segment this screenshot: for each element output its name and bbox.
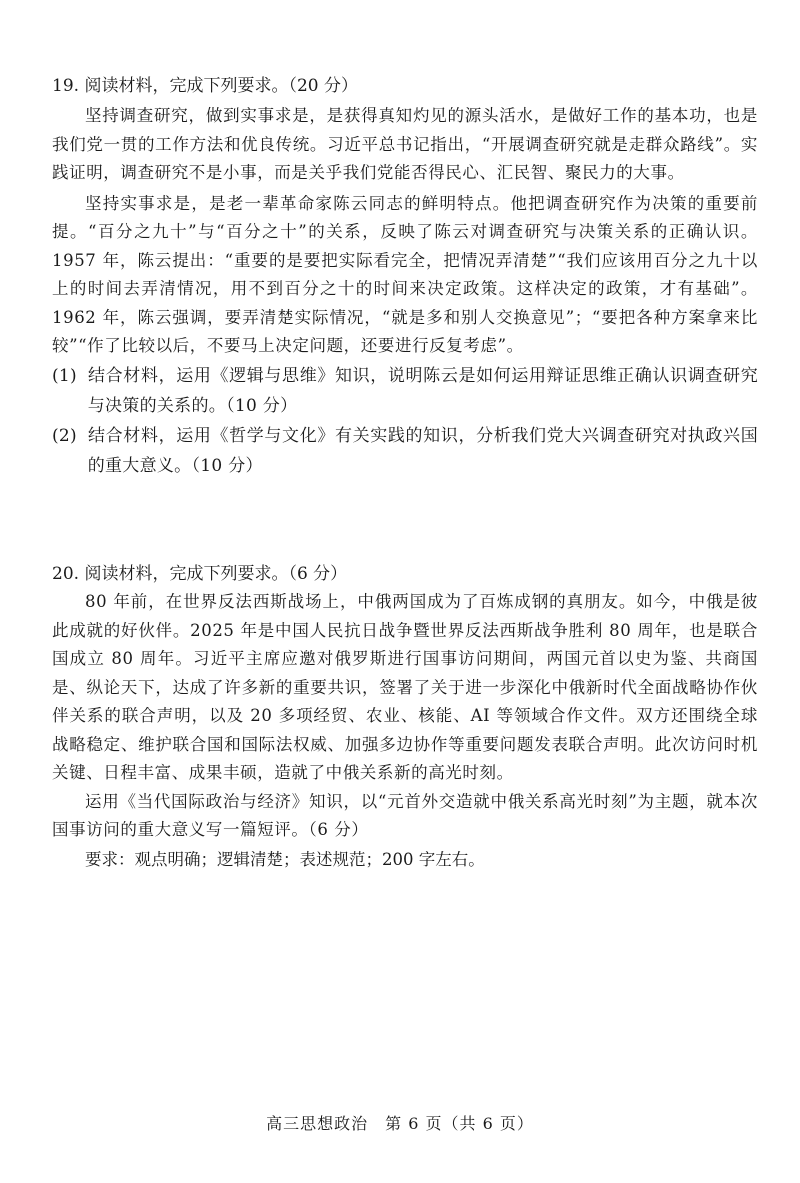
- subquestion-2-number: (2): [52, 425, 77, 446]
- question-19-subquestion-2: [52, 421, 758, 481]
- subquestion-2-text: 结合材料，运用《哲学与文化》有关实践的知识，分析我们党大兴调查研究对执政兴国的重大意义。（10 分）: [87, 425, 758, 476]
- question-19-material-paragraph-2: 坚持实事求是，是老一辈革命家陈云同志的鲜明特点。他把调查研究作为决策的重要前提。“百分之九十”与“百分之十”的关系，反映了陈云对调查研究与决策关系的正确认识。1957 年，陈云提出：“重要的是要把实际看完全，把情况弄清楚”“我们应该用百分之九十以上的时间去弄清情况，用不到百分之十的时间来决定政策。这样决定的政策，才有基础”。1962 年，陈云强调，要弄清楚实际情况，“就是多和别人交换意见”；“要把各种方案拿来比较”“作了比较以后，不要马上决定问题，还要进行反复考虑”。: [52, 193, 758, 355]
- question-20-material-paragraph: 80 年前，在世界反法西斯战场上，中俄两国成为了百炼成钢的真朋友。如今，中俄是彼此成就的好伙伴。2025 年是中国人民抗日战争暨世界反法西斯战争胜利 80 周年，也是联合国成立 80 周年。习近平主席应邀对俄罗斯进行国事访问期间，两国元首以史为鉴、共商国是、纵论天下，达成了许多新的重要共识，签署了关于进一步深化中俄新时代全面战略协作伙伴关系的联合声明，以及 20 多项经贸、农业、核能、AI 等领域合作文件。双方还围绕全球战略稳定、维护联合国和国际法权威、加强多边协作等重要问题发表联合声明。此次访问时机关键、日程丰富、成果丰硕，造就了中俄关系新的高光时刻。: [52, 592, 758, 782]
- question-20-heading: 20. 阅读材料，完成下列要求。（6 分）: [52, 564, 348, 584]
- subquestion-1-text: 结合材料，运用《逻辑与思维》知识，说明陈云是如何运用辩证思维正确认识调查研究与决策的关系的。（10 分）: [87, 365, 758, 416]
- question-19-material-paragraph-1: 坚持调查研究，做到实事求是，是获得真知灼见的源头活水，是做好工作的基本功，也是我们党一贯的工作方法和优良传统。习近平总书记指出，“开展调查研究就是走群众路线”。实践证明，调查研究不是小事，而是关乎我们党能否得民心、汇民智、聚民力的大事。: [52, 106, 758, 182]
- question-19-subquestion-1: [52, 361, 758, 421]
- subquestion-1-number: (1): [52, 365, 77, 386]
- page-footer: 高三思想政治 第 6 页（共 6 页）: [266, 1114, 534, 1133]
- question-20-task: 运用《当代国际政治与经济》知识，以“元首外交造就中俄关系高光时刻”为主题，就本次国事访问的重大意义写一篇短评。（6 分）: [52, 791, 758, 839]
- question-19-heading: 19. 阅读材料，完成下列要求。（20 分）: [52, 76, 358, 96]
- question-20-requirement: 要求：观点明确；逻辑清楚；表述规范；200 字左右。: [85, 849, 485, 869]
- question-20: [52, 560, 758, 875]
- question-19: [52, 72, 758, 481]
